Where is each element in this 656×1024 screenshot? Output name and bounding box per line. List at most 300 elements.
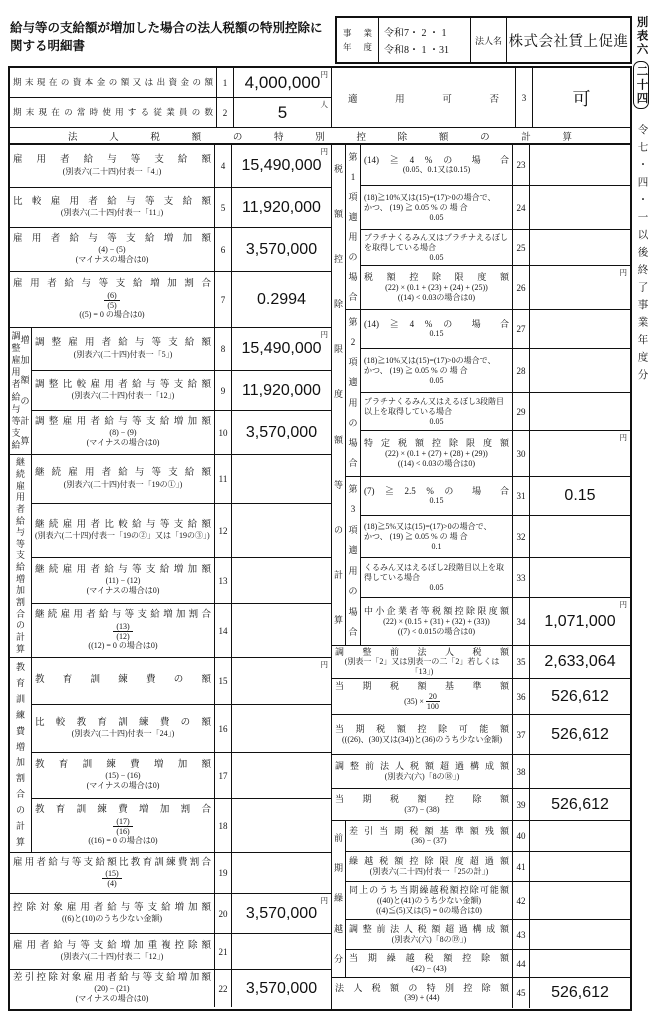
row-2	[10, 97, 331, 127]
fraction-numerator: (6)	[104, 291, 119, 301]
label-note: (別表一「2」又は別表一の二「2」若しくは「13」)	[344, 657, 500, 677]
row-20	[10, 893, 331, 933]
row-value: 15,490,000	[241, 157, 322, 174]
row-value: 526,612	[551, 687, 609, 705]
form-number-tab	[633, 16, 649, 1006]
row-value: 5	[277, 102, 288, 122]
row-9	[32, 370, 331, 410]
row-number: 1	[216, 68, 234, 97]
row-number: 40	[512, 821, 530, 851]
row-number: 15	[214, 658, 232, 704]
row-label-cell	[32, 328, 214, 370]
label-note: (36) − (37)	[411, 836, 447, 846]
label-note: (22) × (0.1 + (27) + (28) + (29))	[385, 448, 488, 458]
left-column	[10, 145, 332, 1009]
row-value-cell	[530, 978, 630, 1008]
row-label-cell	[346, 852, 512, 881]
label-note: (20) − (21)	[94, 984, 130, 994]
label-note: かつ、 (19) ≧ 0.05 % の 場 合	[364, 202, 468, 212]
row-number: 43	[512, 920, 530, 949]
row-label: 調整前法人税額超過構成額	[335, 761, 509, 772]
block-rows	[361, 310, 630, 476]
row-value-cell	[232, 799, 331, 852]
row-value-cell	[530, 230, 630, 265]
fraction	[102, 869, 121, 888]
row-number: 28	[512, 349, 530, 392]
label-note: ((40)と(41)のうち少ない金額)	[377, 895, 481, 905]
row-label-cell	[361, 558, 512, 597]
row-34	[361, 597, 630, 645]
row-label-cell	[346, 821, 512, 851]
block-rows	[332, 646, 630, 820]
row-value-cell	[232, 188, 331, 227]
applicability-label-cell	[332, 68, 515, 127]
row-15	[32, 658, 331, 704]
row-number: 10	[214, 411, 232, 454]
row-label-cell	[32, 371, 214, 410]
unit-label: 人	[320, 100, 328, 109]
label-note: (別表六(二十四)付表一「4」)	[62, 166, 162, 176]
unit-label: 円	[619, 268, 627, 277]
row-value-cell	[232, 371, 331, 410]
unit-label: 円	[619, 433, 627, 442]
row-11	[32, 455, 331, 503]
fraction-denominator: (16)	[116, 826, 130, 836]
label-note: 0.05	[429, 212, 444, 222]
label-note: (39) + (44)	[404, 993, 440, 1003]
row-label-cell	[32, 411, 214, 454]
fraction-numerator: (15)	[102, 869, 121, 879]
group-label: 第 1 項 適 用 の 場 合	[346, 145, 361, 309]
label-note: 0.05	[429, 252, 444, 262]
row-label: 当期税額控除額	[335, 794, 509, 805]
label-note: (別表六(二十四)付表一「25の計」)	[369, 866, 489, 876]
row-41	[346, 851, 630, 881]
row-label-cell	[332, 715, 512, 754]
row-value-cell	[530, 821, 630, 851]
row-label-cell	[346, 882, 512, 919]
carryforward-group	[332, 820, 630, 977]
row-value-cell	[530, 882, 630, 919]
fiscal-year-value	[379, 18, 471, 62]
row-value-cell	[232, 411, 331, 454]
row-value-cell	[232, 455, 331, 503]
label-note: 0.15	[429, 496, 444, 506]
paragraph-1-group	[346, 145, 630, 309]
row-number: 9	[214, 371, 232, 410]
row-14	[32, 603, 331, 657]
row-39	[332, 788, 630, 820]
left-block	[10, 454, 331, 657]
row-value: 2,633,064	[544, 653, 616, 670]
row-5	[10, 187, 331, 227]
formula-fraction-line	[35, 817, 211, 836]
row-value: 11,920,000	[242, 381, 321, 399]
form-number-box: 二十四	[633, 61, 649, 110]
row-value-cell	[530, 393, 630, 430]
label-note: (4) − (5)	[98, 245, 126, 255]
row-label: 雇用者給与等支給額	[13, 155, 211, 166]
fraction-denominator: (5)	[107, 300, 117, 310]
label-note: ((4)≦(5)又は(5) = 0の場合は0)	[376, 905, 482, 915]
row-value-cell	[234, 98, 331, 127]
group-label: 前 期 繰 越 分	[332, 821, 346, 977]
row-label: 教育訓練費の額	[35, 675, 211, 686]
row-value-cell	[530, 598, 630, 645]
capital-employees-rows	[10, 68, 332, 127]
row-label-cell	[10, 934, 214, 969]
row-number: 17	[214, 753, 232, 798]
row-label: 当期税額控除可能額	[335, 724, 509, 735]
row-21	[10, 933, 331, 969]
row-label-cell	[361, 598, 512, 645]
left-block	[10, 852, 331, 1007]
block-rows	[32, 328, 331, 454]
row-1	[10, 68, 331, 97]
section-title-band	[10, 128, 630, 145]
row-label-cell	[32, 604, 214, 657]
row-label: 教育訓練費増加額	[35, 759, 211, 770]
label-note: (11) − (12)	[105, 576, 141, 586]
row-number: 6	[214, 228, 232, 271]
row-value: 526,612	[551, 984, 609, 1001]
row-label: 当期繰越税額控除額	[349, 953, 509, 964]
row-value-cell	[232, 558, 331, 603]
formula-fraction-line	[35, 622, 211, 641]
row-17	[32, 752, 331, 798]
row-value-cell	[530, 679, 630, 714]
label-note: (別表六(六)「8の⑱」)	[384, 771, 460, 781]
unit-label: 円	[320, 70, 328, 79]
row-label: 調整前法人税額	[335, 646, 509, 657]
row-label: 特定税額控除限度額	[364, 438, 509, 449]
row-label: 期末現在の資本金の額又は出資金の額	[13, 77, 213, 88]
row-label-cell	[10, 145, 214, 187]
row-number: 32	[512, 516, 530, 557]
row-number: 13	[214, 558, 232, 603]
header-box	[335, 16, 632, 64]
row-label: 当期税額基準額	[335, 681, 509, 692]
row-label: 調整比較雇用者給与等支給額	[35, 379, 211, 390]
row-3	[332, 68, 630, 127]
corporation-name-label: 法人名	[471, 18, 507, 62]
row-value-cell	[530, 715, 630, 754]
row-label-cell	[32, 753, 214, 798]
fraction	[426, 692, 440, 711]
unit-label: 円	[619, 600, 627, 609]
row-value: 526,612	[551, 725, 609, 743]
row-40	[346, 821, 630, 851]
group-label: 教 育 訓 練 費 増 加 割 合 の 計 算	[10, 658, 32, 852]
label-note: (((26)、(30)又は(34))と(36)のうち少ない金額)	[342, 734, 502, 744]
label-note: 0.1	[431, 541, 442, 551]
row-value-cell	[530, 477, 630, 515]
row-8	[32, 328, 331, 370]
row-value-cell	[530, 646, 630, 678]
row-label-cell	[10, 228, 214, 271]
left-block	[10, 327, 331, 454]
block-rows	[32, 455, 331, 657]
row-value-cell	[234, 68, 331, 97]
formula-fraction-line	[13, 291, 211, 310]
row-value-cell	[232, 145, 331, 187]
row-value-cell	[530, 349, 630, 392]
row-28	[361, 348, 630, 392]
row-number: 4	[214, 145, 232, 187]
label-note: (22) × (0.15 + (31) + (32) + (33))	[383, 616, 490, 626]
label-note: ((14) < 0.03の場合は0)	[397, 292, 476, 302]
block-rows	[346, 821, 630, 977]
row-32	[361, 515, 630, 557]
row-number: 12	[214, 504, 232, 557]
row-label: 比較教育訓練費の額	[35, 717, 211, 728]
label-note: (マイナスの場合は0)	[86, 586, 160, 596]
row-19	[10, 853, 331, 893]
label-note: (別表六(二十四)付表一「19の①」)	[63, 479, 183, 489]
label-note: (別表六(六)「8の⑲」)	[391, 934, 467, 944]
paragraph-3-group	[346, 476, 630, 645]
row-30	[361, 430, 630, 476]
row-label-cell	[361, 393, 512, 430]
label-note: 0.15	[429, 329, 444, 339]
row-value: 4,000,000	[244, 72, 321, 92]
row-value-cell	[530, 789, 630, 820]
row-number: 44	[512, 950, 530, 977]
row-value-cell	[232, 705, 331, 752]
row-label-cell	[10, 970, 214, 1007]
row-value-cell	[232, 853, 331, 893]
row-label-cell	[10, 68, 216, 97]
row-label-cell	[361, 349, 512, 392]
fiscal-year-label-line1: 事 業	[343, 28, 372, 38]
row-label: 比較雇用者給与等支給額	[13, 196, 211, 207]
label-note: くるみん又はえるぼし2段階目以上を取得している場合	[364, 562, 504, 582]
form-title-line1: 給与等の支給額が増加した場合の法人税額の特別控除に	[10, 21, 323, 35]
row-label: 調整前法人税額超過構成額	[349, 924, 509, 935]
row-18	[32, 798, 331, 852]
label-note: 0.05	[429, 375, 444, 385]
row-label: 税額控除限度額	[364, 272, 509, 283]
row-12	[32, 503, 331, 557]
row-27	[361, 310, 630, 348]
group-label: 第 3 項 適 用 の 場 合	[346, 477, 361, 645]
label-note: (マイナスの場合は0)	[86, 438, 160, 448]
row-label: 法人税額の特別控除額	[335, 982, 509, 993]
block-rows	[361, 477, 630, 645]
row-value: 526,612	[551, 795, 609, 813]
row-value-cell	[232, 504, 331, 557]
label-note: 0.05	[429, 582, 444, 592]
row-value: 3,570,000	[245, 423, 318, 441]
row-38	[332, 754, 630, 788]
fraction-numerator: 20	[426, 692, 440, 702]
row-number: 29	[512, 393, 530, 430]
corporation-name-value: 株式会社賃上促進	[508, 33, 629, 50]
label-note: かつ、 (19) ≧ 0.05 % の 場 合	[364, 531, 468, 541]
row-label: 調整雇用者給与等支給増加額	[35, 416, 211, 427]
label-note: (マイナスの場合は0)	[75, 994, 149, 1004]
label-note: (別表六(二十四)付表一「11」)	[60, 208, 164, 218]
fiscal-year-to: 令和8・ 1 ・31	[384, 45, 449, 56]
row-label: 控除対象雇用者給与等支給増加額	[13, 902, 211, 913]
row-label: 教育訓練費増加割合	[35, 805, 211, 816]
row-number: 16	[214, 705, 232, 752]
row-43	[346, 919, 630, 949]
row-label-cell	[10, 894, 214, 933]
row-number: 39	[512, 789, 530, 820]
label-note: (18)≧10%又は(15)=(17)>0の場合で、	[364, 192, 496, 202]
row-25	[361, 229, 630, 265]
row-value-cell	[232, 934, 331, 969]
row-value: 3,570,000	[245, 979, 318, 997]
label-note: (8) − (9)	[109, 428, 137, 438]
row-label: 雇用者給与等支給増加重複控除額	[13, 940, 211, 951]
label-note: (マイナスの場合は0)	[86, 781, 160, 791]
row-number: 2	[216, 98, 234, 127]
fraction	[104, 291, 119, 310]
label-note: (22) × (0.1 + (23) + (24) + (25))	[385, 282, 488, 292]
row-value-cell	[530, 186, 630, 229]
row-number: 34	[512, 598, 530, 645]
label-note: プラチナくるみん又はえるぼし3段階目以上を取得している場合	[364, 396, 504, 416]
row-number: 30	[512, 431, 530, 476]
row-label-cell	[332, 789, 512, 820]
row-number: 21	[214, 934, 232, 969]
row-number: 31	[512, 477, 530, 515]
label-note: 0.05	[429, 416, 444, 426]
current-period-rows	[332, 645, 630, 820]
row-label: 雇用者給与等支給増加割合	[13, 279, 211, 290]
row-6	[10, 227, 331, 271]
unit-label: 円	[320, 660, 328, 669]
row-label-cell	[32, 504, 214, 557]
row-44	[346, 949, 630, 977]
label-note: ((5) = 0 の場合は0)	[79, 309, 145, 319]
form-table	[8, 66, 632, 1011]
row-label-cell	[361, 431, 512, 476]
row-7	[10, 271, 331, 327]
unit-label: 円	[320, 147, 328, 156]
form-number-prefix: 別表六	[635, 16, 648, 57]
label-note: (0.05、0.1又は0.15)	[402, 165, 471, 175]
row-label: (14) ≧ 4 % の 場 合	[364, 154, 509, 165]
row-label-cell	[361, 516, 512, 557]
row-value-cell	[232, 970, 331, 1007]
row-label-cell	[32, 705, 214, 752]
group-label: 第 2 項 適 用 の 場 合	[346, 310, 361, 476]
row-number: 25	[512, 230, 530, 265]
left-block	[10, 657, 331, 852]
block-rows	[32, 658, 331, 852]
row-label-cell	[10, 98, 216, 127]
row-value: 0.2994	[257, 290, 306, 308]
final-credit-row	[332, 977, 630, 1008]
row-value: 0.15	[564, 487, 596, 504]
tax-credit-limit-group	[332, 145, 630, 645]
paragraph-2-group	[346, 309, 630, 476]
row-10	[32, 410, 331, 454]
row-number: 8	[214, 328, 232, 370]
row-24	[361, 185, 630, 229]
fraction-numerator: (17)	[113, 817, 132, 827]
label-note: (別表六(二十四)付表一「12」)	[71, 391, 175, 401]
row-31	[361, 477, 630, 515]
row-number: 45	[512, 978, 530, 1008]
row-label: 同上のうち当期繰越税額控除可能額	[349, 885, 509, 896]
row-number: 26	[512, 266, 530, 309]
row-42	[346, 881, 630, 919]
row-value-cell	[530, 950, 630, 977]
left-block	[10, 145, 331, 327]
row-value-cell	[232, 328, 331, 370]
row-number: 19	[214, 853, 232, 893]
row-label: 期末現在の常時使用する従業員の数	[13, 107, 213, 118]
label-note: プラチナくるみん又はプラチナえるぼしを取得している場合	[364, 232, 508, 252]
row-37	[332, 714, 630, 754]
formula-fraction-line	[335, 692, 509, 711]
fiscal-year-label-line2: 年 度	[343, 42, 372, 52]
row-label-cell	[332, 755, 512, 788]
fraction-denominator: (12)	[116, 631, 130, 641]
fiscal-year-label	[337, 18, 379, 62]
label-note: (42) − (43)	[411, 963, 447, 973]
label-note: ((6)と(10)のうち少ない金額)	[62, 914, 162, 924]
section-title: 法人税額の特別控除額の計算	[68, 132, 572, 143]
row-number: 35	[512, 646, 530, 678]
top-section	[10, 68, 630, 128]
row-label: 継続雇用者比較給与等支給額	[35, 519, 211, 530]
label-note: (18)≧5%又は(15)=(17)>0の場合で、	[364, 521, 492, 531]
row-label: 差引控除対象雇用者給与等支給増加額	[13, 972, 211, 983]
unit-label: 円	[320, 330, 328, 339]
row-4	[10, 145, 331, 187]
row-value-cell	[530, 852, 630, 881]
row-label: 調整雇用者給与等支給額	[35, 338, 211, 349]
limit-subgroups	[346, 145, 630, 645]
row-label: 継続雇用者給与等支給増加割合	[35, 610, 211, 621]
row-label: 雇用者給与等支給増加額	[13, 233, 211, 244]
fraction	[113, 817, 132, 836]
row-label-cell	[332, 679, 512, 714]
fraction-prefix: (35) ×	[404, 696, 424, 706]
row-value: 11,920,000	[242, 198, 321, 216]
label-note: (別表六(二十四)付表一「24」)	[71, 729, 175, 739]
row-label-cell	[346, 950, 512, 977]
row-26	[361, 265, 630, 309]
row-value-cell	[232, 894, 331, 933]
row-13	[32, 557, 331, 603]
row-label-cell	[32, 558, 214, 603]
block-rows	[361, 145, 630, 309]
applicability-value: 可	[572, 88, 591, 109]
applicable-period-note: 令七・四・一以後終了事業年度分	[636, 123, 648, 387]
label-note: (別表六(二十四)付表一「19の②」又は「19の③」)	[35, 531, 210, 541]
row-33	[361, 557, 630, 597]
label-note: かつ、 (19) ≧ 0.05 % の 場 合	[364, 365, 468, 375]
label-note: ((7) < 0.015の場合は0)	[397, 626, 476, 636]
label-note: ((12) = 0 の場合は0)	[88, 640, 158, 650]
row-number: 23	[512, 145, 530, 185]
row-label: 差引当期税額基準額残額	[349, 825, 509, 836]
row-label-cell	[32, 658, 214, 704]
row-value-cell	[530, 516, 630, 557]
row-value-cell	[232, 272, 331, 327]
group-label: 継 続 雇 用 者 給 与 等 支 給 増 加 割 合 の 計 算	[10, 455, 32, 657]
row-number: 36	[512, 679, 530, 714]
row-label-cell	[32, 455, 214, 503]
row-label-cell	[346, 920, 512, 949]
row-value-cell	[530, 310, 630, 348]
